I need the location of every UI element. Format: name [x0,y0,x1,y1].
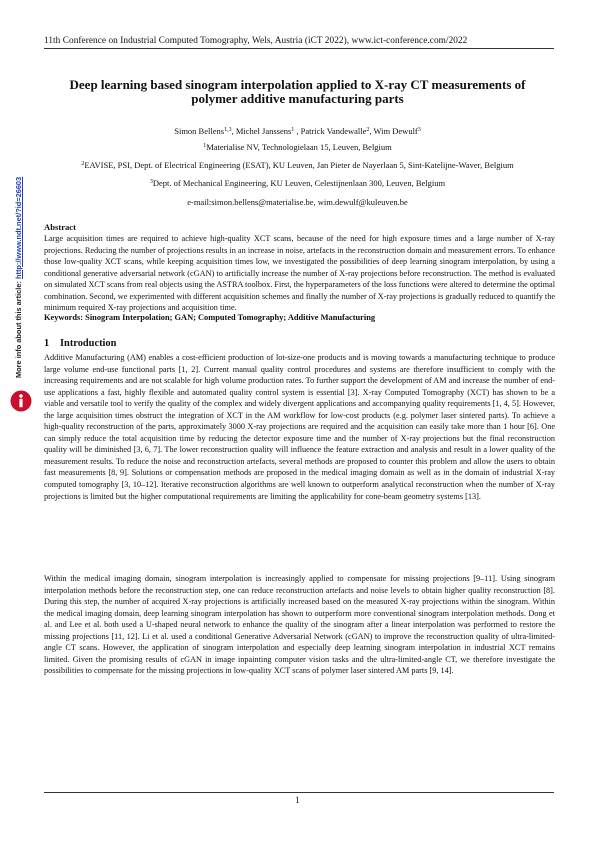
title-line-2: polymer additive manufacturing parts [191,90,404,106]
affiliation-text: Materialise NV, Technologielaan 15, Leuven, Belgium [206,142,392,152]
affiliation-mark: 1 [203,143,207,149]
footer-rule [44,792,554,793]
intro-paragraph-1: Additive Manufacturing (AM) enables a cost-efficient production of lot-size-one products and is moving towards a manufacturing technique to produce large volume end-use functional parts [1, 2]. Current manual quality control procedures and systems are therefore insufficient to comply with the increasing requirements and are not scalable for high volume production rates. To further support the development of AM and increase the number of end-use applications a fast, highly flexible and automated quality control system is essential [3]. X-ray Computed Tomography (XCT) has shown to be a viable and versatile tool to verify the quality of the complex and widely divergent applications and accompanying quality requirements [1, 4, 5]. However, the large acquisition times obstruct the integration of XCT in the AM workflow for low-cost products (e.g. polymer laser sintered parts). To achieve a high-quality reconstruction of the parts, approximately 3000 X-ray projections are required and the acquisition can easily take more than 1 hour [6]. One can simply reduce the total acquisition time by reducing the detector exposure time and the number of X-ray projections but the final reconstruction quality will be diminished [3, 6, 7]. The lower reconstruction quality will influence the feature extraction and analysis and result in a lower quality of the measurement results. To reduce the noise and reconstruction artefacts, several methods are proposed to counter this problem and allow the users to obtain fast measurements [8, 9]. Solutions or compensation methods are proposed in the medical imaging domain as well as in the domain of industrial X-ray computed tomography [3, 10–12]. Iterative reconstruction algorithms are well known to outperform analytical reconstruction when the number of X-ray projections is limited but the higher computational requirements are limiting the applicability for cone-beam geometry systems [13]. [44,353,555,501]
contact-email: e-mail:simon.bellens@materialise.be, wim.dewulf@kuleuven.be [187,197,408,207]
page-number: 1 [295,795,300,805]
author-name: Patrick Vandewalle [300,126,367,136]
article-info-link[interactable]: http://www.ndt.net/?id=26603 [14,176,23,280]
section-heading [44,338,116,349]
article-info-note [14,177,23,378]
keywords: Keywords: Sinogram Interpolation; GAN; Computed Tomography; Additive Manufacturing [44,313,376,322]
author-name: Simon Bellens [174,126,225,136]
author-affil-mark: 3 [417,127,421,133]
section-title: Introduction [60,338,117,349]
affiliation-text: EAVISE, PSI, Dept. of Electrical Engineering (ESAT), KU Leuven, Jan Pieter de Nayerlaan 5, Sint-Katelijne-Waver, Belgium [84,160,514,170]
author-affil-mark: 1 [291,127,295,133]
author-list [40,126,555,136]
author-affil-mark: 2 [366,127,370,133]
affiliation-1 [40,142,555,152]
affiliation-3 [40,178,555,188]
running-header: 11th Conference on Industrial Computed Tomography, Wels, Austria (iCT 2022), www.ict-conference.com/2022 [44,36,468,46]
affiliation-text: Dept. of Mechanical Engineering, KU Leuven, Celestijnenlaan 300, Leuven, Belgium [152,178,446,188]
article-info-label: More info about this article: [14,279,23,378]
author-name: Wim Dewulf [373,126,418,136]
affiliation-mark: 3 [149,179,153,185]
header-rule [44,48,554,49]
section-number: 1 [44,338,50,349]
info-icon[interactable] [10,390,32,412]
affiliation-mark: 2 [81,161,85,167]
author-separator: , [231,126,236,136]
author-name: Michel Janssens [235,126,292,136]
intro-paragraph-2: Within the medical imaging domain, sinogram interpolation is increasingly applied to compensate for missing projections [9–11]. Using sinogram interpolation methods before the reconstruction step, one can reduce reconstruction artefacts and noise levels to obtain higher quality reconstruction [8]. During this step, the number of acquired X-ray projections is artificially increased based on the measured X-ray projections within the sinogram. Within the medical imaging domain, deep learning sinogram interpolation has shown to outperform more conventional sinogram interpolation methods. Dong et al. and Lee et al. both used a U-shaped neural network to enhance the quality of the sinogram after a linear interpolation was performed to restore the missing projections [11, 12]. Li et al. used a conditional Generative Adversarial Network (cGAN) to improve the reconstruction quality of ultra-limited-angle CT scans. However, the application of sinogram interpolation and especially deep learning sinogram interpolation in industrial XCT remains limited. Given the promising results of cGAN in image inpainting computer vision tasks and the ultra-limited-angle CT, we therefore investigate the possibilities to compensate for the missing projections in low-quality XCT scans of polymer laser sintered AM parts [9, 14]. [44,574,555,676]
abstract-text: Large acquisition times are required to achieve high-quality XCT scans, because of the need for high exposure times and a large number of X-ray projections. Reducing the number of projections results in an increase in noise, artefacts in the reconstruction domain and measurement errors. To enhance those low-quality XCT scans, while keeping acquisition times low, we investigated the possibilities of deep learning sinogram interpolation, by using a conditional generative adversarial network (cGAN) to artificially increase the number of X-ray projections before reconstruction. The method is evaluated on simulated XCT scans from real objects using the ASTRA toolbox. First, the hyperparameters of the loss functions were altered to determine the optimal combination. Second, we experimented with different acquisition schemes and finally the number of X-ray projections is gradually reduced to quantify the minimum required X-ray projections and acquisition time. [44,234,556,313]
title-line-1: Deep learning based sinogram interpolation applied to X-ray CT measurements of [69,77,526,92]
author-separator: , [369,126,374,136]
abstract-heading: Abstract [44,222,76,232]
author-affil-mark: 1,3 [224,127,232,133]
affiliation-2 [40,160,555,170]
paper-title [40,78,555,106]
author-separator: , [294,126,301,136]
